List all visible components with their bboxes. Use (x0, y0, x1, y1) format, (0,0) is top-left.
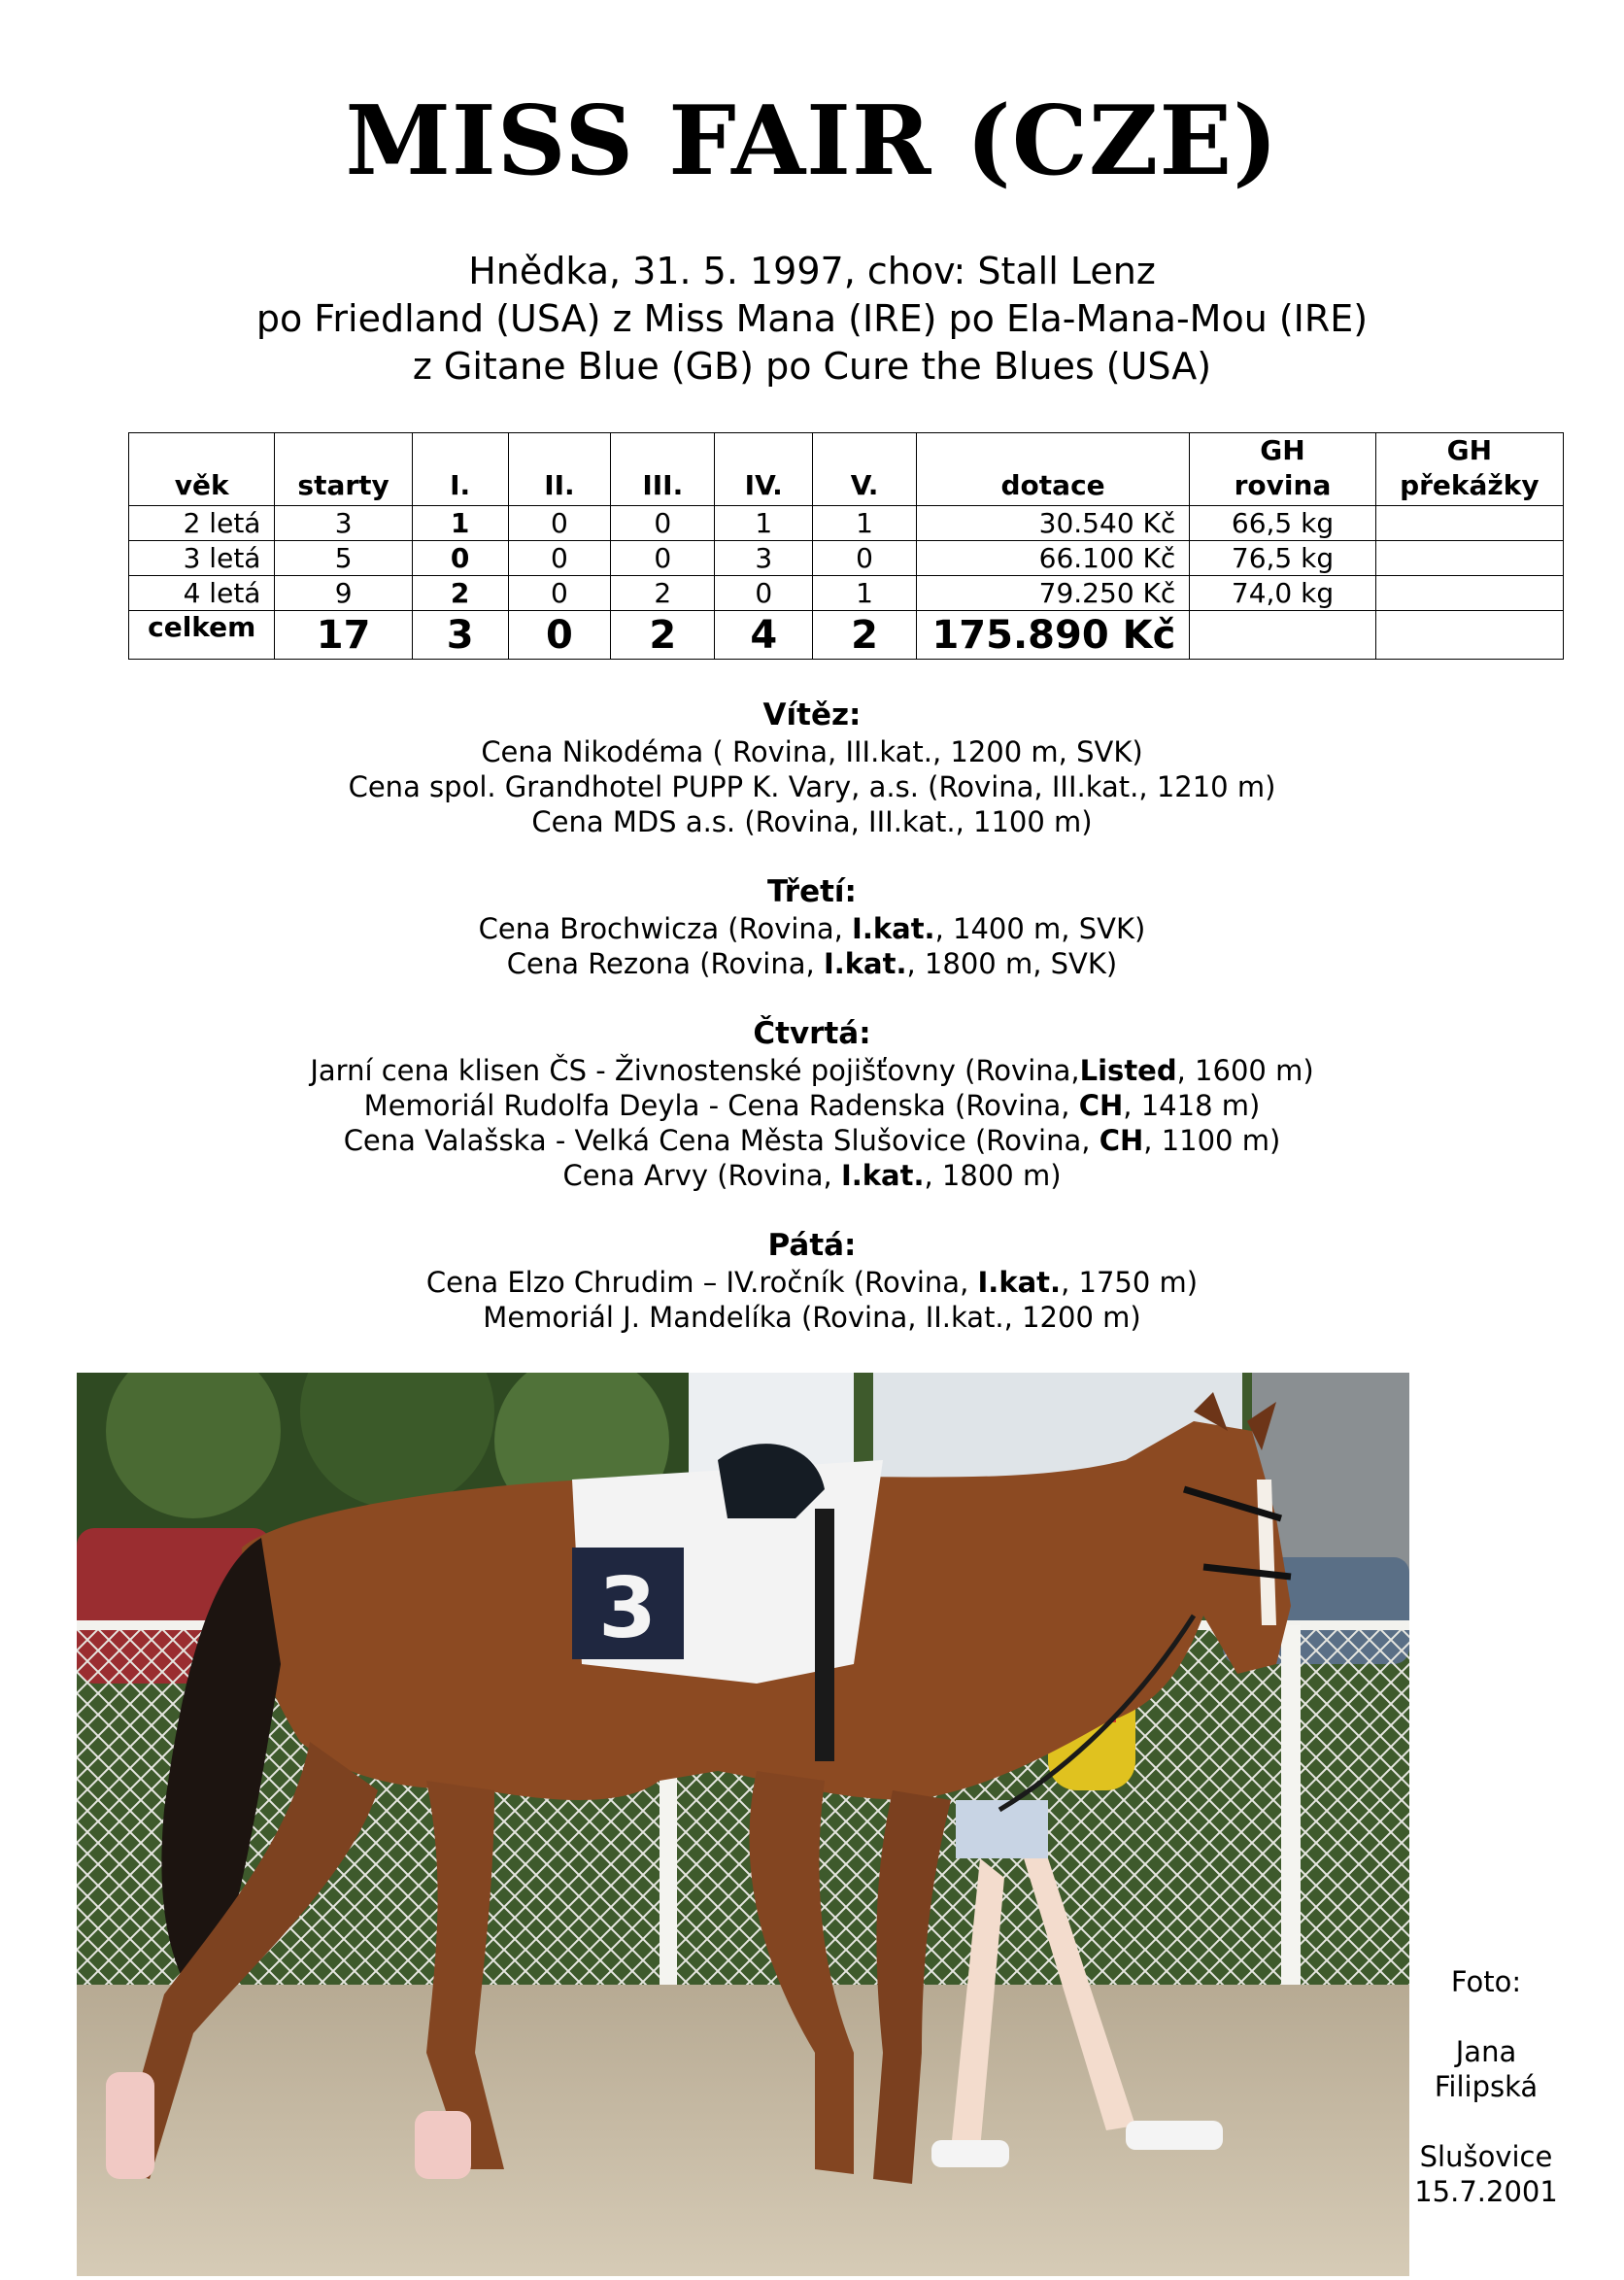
cell-second: 0 (508, 506, 611, 541)
results-winner-section (0, 698, 1624, 839)
cell-age: 3 letá (129, 541, 275, 576)
total-third: 2 (611, 611, 715, 660)
pedigree-block (0, 248, 1624, 391)
col-header-fifth: V. (813, 433, 917, 506)
total-gh-jump (1375, 611, 1563, 660)
credit-label: Foto: (1450, 1965, 1522, 1998)
total-gh-flat (1190, 611, 1375, 660)
result-line: Cena MDS a.s. (Rovina, III.kat., 1100 m) (531, 805, 1093, 838)
statistics-table (128, 432, 1564, 660)
col-header-prize: dotace (916, 433, 1189, 506)
credit-name-last: Filipská (1434, 2070, 1539, 2103)
cell-gh-jump (1375, 541, 1563, 576)
cell-fifth: 0 (813, 541, 917, 576)
section-heading-third: Třetí: (767, 874, 857, 909)
result-line: Jarní cena klisen ČS - Živnostenské pojišťovny (Rovina,Listed, 1600 m) (310, 1054, 1314, 1087)
cell-first: 2 (412, 576, 508, 611)
race-results (0, 698, 1624, 1370)
cell-third: 2 (611, 576, 715, 611)
horse-photo (77, 1373, 1409, 2276)
results-third-section (0, 874, 1624, 981)
cell-gh-flat: 74,0 kg (1190, 576, 1375, 611)
total-first: 3 (412, 611, 508, 660)
pedigree-line-1: Hnědka, 31. 5. 1997, chov: Stall Lenz (468, 250, 1156, 292)
col-header-second: II. (508, 433, 611, 506)
col-header-gh-jump: GH překážky (1375, 433, 1563, 506)
cell-age: 4 letá (129, 576, 275, 611)
total-second: 0 (508, 611, 611, 660)
table-row (129, 506, 1564, 541)
section-heading-fifth: Pátá: (767, 1228, 857, 1263)
cell-fourth: 0 (715, 576, 813, 611)
cell-fourth: 1 (715, 506, 813, 541)
cell-starts: 9 (275, 576, 412, 611)
section-heading-winner: Vítěz: (762, 698, 862, 732)
cell-first: 0 (412, 541, 508, 576)
cell-second: 0 (508, 541, 611, 576)
table-row (129, 541, 1564, 576)
result-line: Cena Elzo Chrudim – IV.ročník (Rovina, I.kat., 1750 m) (425, 1266, 1199, 1299)
cell-third: 0 (611, 541, 715, 576)
result-line: Cena Rezona (Rovina, I.kat., 1800 m, SVK) (506, 947, 1118, 980)
credit-place: Slušovice (1419, 2140, 1553, 2173)
col-header-gh-flat: GH rovina (1190, 433, 1375, 506)
total-label: celkem (129, 611, 275, 660)
result-line: Cena Valašska - Velká Cena Města Slušovice (Rovina, CH, 1100 m) (343, 1124, 1281, 1157)
credit-name-first: Jana (1455, 2035, 1517, 2068)
cell-gh-jump (1375, 506, 1563, 541)
col-header-starts: starty (275, 433, 412, 506)
photo-credit (1399, 1964, 1573, 2209)
cell-gh-flat: 66,5 kg (1190, 506, 1375, 541)
cell-first: 1 (412, 506, 508, 541)
table-row (129, 576, 1564, 611)
total-prize: 175.890 Kč (916, 611, 1189, 660)
cell-starts: 3 (275, 506, 412, 541)
table-total-row (129, 611, 1564, 660)
result-line: Memoriál J. Mandelíka (Rovina, II.kat., 1200 m) (483, 1301, 1141, 1334)
cell-age: 2 letá (129, 506, 275, 541)
col-header-fourth: IV. (715, 433, 813, 506)
col-header-age: věk (129, 433, 275, 506)
col-header-first: I. (412, 433, 508, 506)
cell-gh-jump (1375, 576, 1563, 611)
cell-starts: 5 (275, 541, 412, 576)
cell-fifth: 1 (813, 576, 917, 611)
credit-date: 15.7.2001 (1414, 2175, 1558, 2208)
table-header-row (129, 433, 1564, 506)
pedigree-line-3: z Gitane Blue (GB) po Cure the Blues (USA) (412, 345, 1212, 388)
pedigree-line-2: po Friedland (USA) z Miss Mana (IRE) po Ela-Mana-Mou (IRE) (255, 297, 1369, 340)
total-starts: 17 (275, 611, 412, 660)
result-line: Cena Arvy (Rovina, I.kat., 1800 m) (562, 1159, 1062, 1192)
total-fifth: 2 (813, 611, 917, 660)
cell-gh-flat: 76,5 kg (1190, 541, 1375, 576)
cell-prize: 66.100 Kč (916, 541, 1189, 576)
cell-prize: 30.540 Kč (916, 506, 1189, 541)
cell-second: 0 (508, 576, 611, 611)
results-fourth-section (0, 1016, 1624, 1193)
cell-fifth: 1 (813, 506, 917, 541)
cell-prize: 79.250 Kč (916, 576, 1189, 611)
result-line: Cena spol. Grandhotel PUPP K. Vary, a.s. (Rovina, III.kat., 1210 m) (348, 770, 1276, 803)
result-line: Cena Brochwicza (Rovina, I.kat., 1400 m, SVK) (478, 912, 1146, 945)
page-title: MISS FAIR (CZE) (345, 85, 1279, 197)
cell-fourth: 3 (715, 541, 813, 576)
result-line: Cena Nikodéma ( Rovina, III.kat., 1200 m, SVK) (481, 735, 1143, 768)
result-line: Memoriál Rudolfa Deyla - Cena Radenska (Rovina, CH, 1418 m) (363, 1089, 1261, 1122)
results-fifth-section (0, 1228, 1624, 1335)
col-header-third: III. (611, 433, 715, 506)
cell-third: 0 (611, 506, 715, 541)
total-fourth: 4 (715, 611, 813, 660)
saddlecloth-number: 3 (598, 1560, 657, 1657)
section-heading-fourth: Čtvrtá: (753, 1016, 871, 1051)
